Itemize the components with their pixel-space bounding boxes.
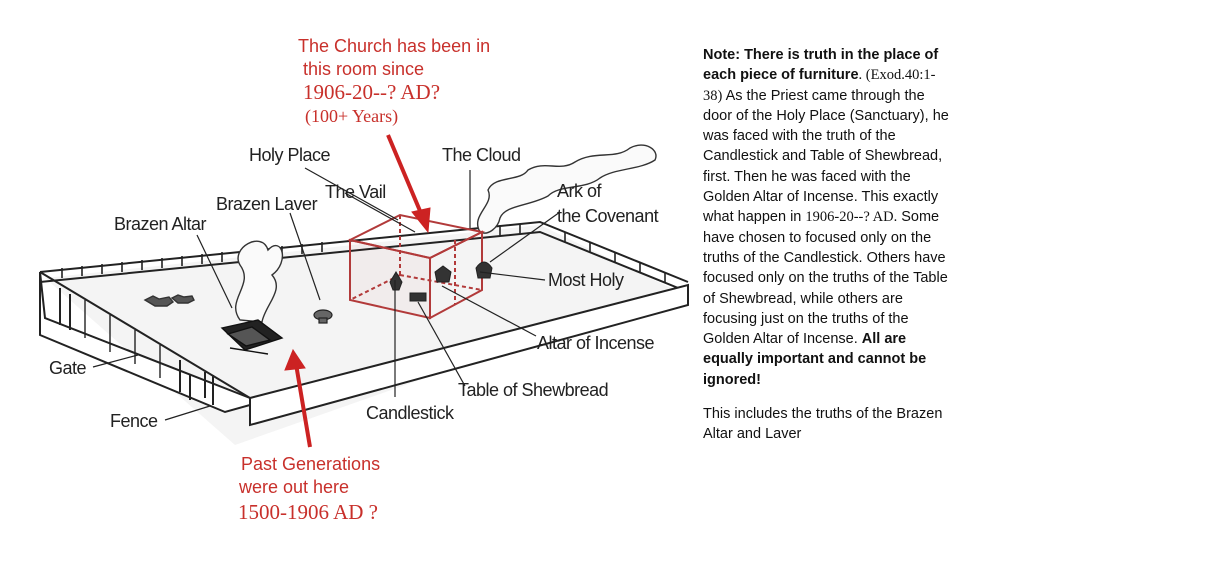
label-holy-place: Holy Place	[249, 145, 331, 165]
label-altar-of-incense: Altar of Incense	[537, 333, 655, 353]
callout-top-line1: The Church has been in	[298, 36, 491, 56]
label-gate: Gate	[49, 358, 87, 378]
note-text1: As the Priest came through the door of the Holy Place (Sanctuary), he was faced with the truth of the Candlestick and Table of Shewbread, first. Then he was faced with the Golden Altar of Incense. This exactly what happen in	[703, 87, 949, 226]
callout-top-duration: (100+ Years)	[305, 106, 399, 126]
callout-bottom-line1: Past Generations	[241, 454, 381, 474]
note-second: This includes the truths of the Brazen Altar and Laver	[703, 406, 943, 443]
label-brazen-altar: Brazen Altar	[114, 214, 207, 234]
note-text	[703, 45, 953, 445]
note-ref: . (Exod.40:1-38)	[703, 67, 936, 104]
label-fence: Fence	[110, 411, 158, 431]
label-ark-line2: the Covenant	[557, 206, 659, 226]
label-brazen-laver: Brazen Laver	[216, 194, 318, 214]
ark-shape	[476, 262, 492, 278]
label-ark-line1: Ark of	[557, 181, 602, 201]
label-candlestick: Candlestick	[366, 403, 454, 423]
label-the-cloud: The Cloud	[442, 145, 521, 165]
callout-top-line2: this room since	[303, 59, 425, 79]
note-year: 1906-20--? AD.	[805, 209, 898, 226]
note-bold-end: All are equally important and cannot be ignored!	[703, 331, 927, 388]
note-text2: Some have chosen to focused only on the truths of the Candlestick. Others have focused only on the truths of the Table of Shewbread, while others are focusing just on the truths of the Golden Altar of Incense.	[703, 209, 948, 348]
label-table-of-shewbread: Table of Shewbread	[458, 380, 609, 400]
callout-bottom-line2: were out here	[239, 477, 350, 497]
note-paragraph	[703, 45, 953, 390]
callout-bottom-years: 1500-1906 AD ?	[238, 500, 378, 524]
callout-top-years: 1906-20--? AD?	[303, 80, 441, 104]
table-shape	[410, 293, 426, 301]
note-bold-intro: Note: There is truth in the place of each piece of furniture	[703, 47, 939, 84]
label-the-vail: The Vail	[325, 182, 386, 202]
label-most-holy: Most Holy	[548, 270, 624, 290]
